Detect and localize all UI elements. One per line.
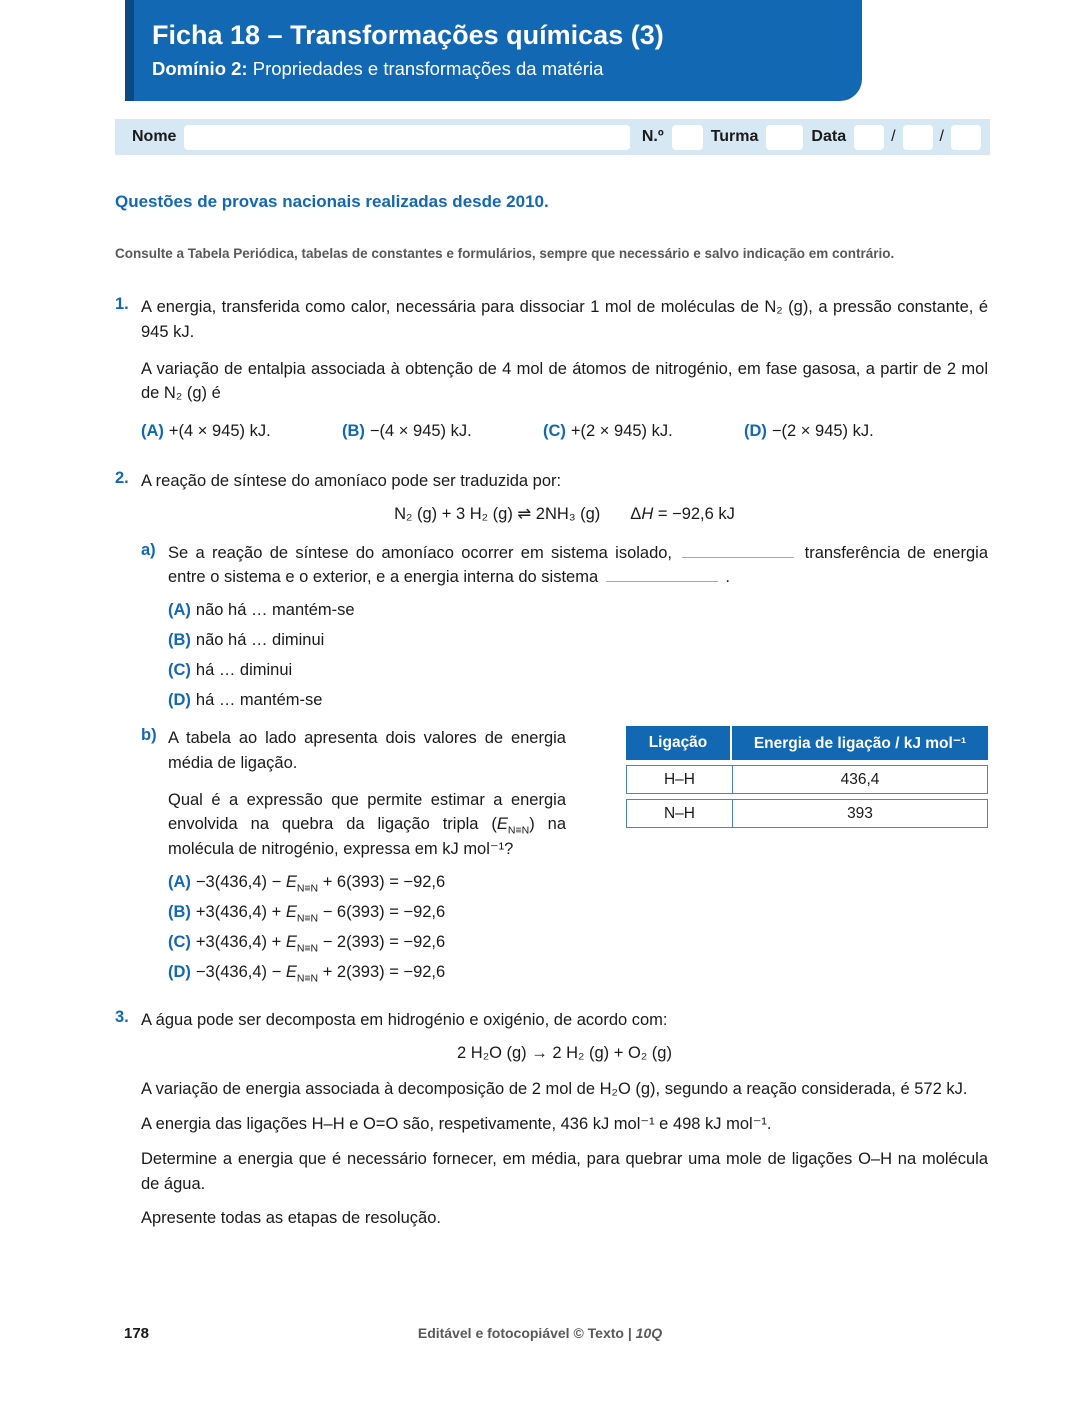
option-a	[141, 422, 342, 441]
header-accent-stripe	[125, 0, 134, 101]
question-2-number: 2.	[115, 469, 129, 487]
date-separator: /	[939, 128, 944, 145]
domain-text: Propriedades e transformações da matéria	[247, 58, 604, 79]
bond-energy-symbol: E	[285, 872, 297, 891]
date-month-input[interactable]	[903, 125, 933, 150]
page-number: 178	[124, 1325, 150, 1342]
option-c	[543, 422, 744, 441]
number-input[interactable]	[672, 125, 703, 150]
option-c	[168, 661, 988, 680]
worksheet-header	[125, 0, 862, 101]
credit-brand: 10Q	[635, 1325, 663, 1341]
question-2b-label: b)	[141, 726, 157, 744]
option-b	[168, 902, 988, 925]
option-label: (A)	[141, 422, 164, 440]
date-year-input[interactable]	[951, 125, 981, 150]
option-text: +(2 × 945) kJ.	[570, 422, 673, 440]
question-3-paragraph-4: Apresente todas as etapas de resolução.	[141, 1209, 441, 1228]
text-segment: transferência de energia entre o sistema e o exterior, e a energia interna do sistema	[168, 543, 988, 587]
option-d	[744, 422, 945, 441]
option-text: há … mantém-se	[195, 691, 323, 709]
question-3-intro: A água pode ser decomposta em hidrogénio e oxigénio, de acordo com:	[141, 1010, 668, 1029]
ammonia-equation	[141, 502, 988, 527]
option-label: (A)	[168, 872, 191, 891]
student-id-bar	[115, 119, 990, 155]
enthalpy-value	[630, 505, 735, 523]
question-2a-text	[168, 541, 988, 591]
option-a	[168, 601, 988, 620]
option-text: não há … mantém-se	[195, 601, 355, 619]
bond-subscript: N≡N	[296, 942, 319, 955]
question-3-paragraph-1: A variação de energia associada à decomposição de 2 mol de H₂O (g), segundo a reação considerada, é 572 kJ.	[141, 1080, 968, 1099]
worksheet-title: Ficha 18 – Transformações químicas (3)	[152, 20, 664, 50]
option-label: (D)	[168, 691, 191, 709]
text-segment: ) na molécula de nitrogénio, expressa em kJ mol⁻¹?	[168, 815, 566, 858]
energy-cell: 436,4	[840, 770, 880, 788]
question-2a-options	[168, 601, 988, 710]
option-c	[168, 932, 988, 955]
date-separator: /	[891, 128, 896, 145]
expression-segment: + 2(393) = −92,6	[318, 962, 446, 981]
question-2b-paragraph-2	[168, 788, 566, 862]
bond-subscript: N≡N	[296, 912, 319, 925]
bond-cell: N–H	[627, 800, 733, 827]
text-segment: Se a reação de síntese do amoníaco ocorrer em sistema isolado,	[168, 543, 673, 562]
bond-energy-symbol: E	[285, 962, 297, 981]
question-2-intro: A reação de síntese do amoníaco pode ser traduzida por:	[141, 472, 562, 490]
question-2a-label: a)	[141, 540, 156, 559]
bond-cell: H–H	[627, 766, 733, 793]
option-d	[168, 691, 988, 710]
option-d	[168, 962, 988, 985]
bond-subscript: N≡N	[296, 972, 319, 985]
page-footer	[0, 1325, 1080, 1341]
question-2	[115, 469, 988, 985]
question-1	[115, 295, 988, 441]
table-header-bond: Ligação	[626, 726, 732, 760]
bond-subscript: N≡N	[296, 882, 319, 895]
blank-line	[606, 568, 718, 582]
credit-text: Editável e fotocopiável © Texto |	[417, 1325, 636, 1341]
question-3-number: 3.	[115, 1007, 129, 1026]
option-label: (A)	[168, 601, 191, 619]
option-a	[168, 872, 988, 895]
option-label: (B)	[168, 631, 191, 649]
expression-segment: − 2(393) = −92,6	[318, 932, 446, 951]
expression-segment: + 6(393) = −92,6	[318, 872, 446, 891]
expression-segment: +3(436,4) +	[195, 902, 286, 921]
table-row	[626, 765, 988, 794]
expression-segment: −3(436,4) −	[195, 962, 286, 981]
date-label: Data	[811, 128, 847, 145]
text-segment: Qual é a expressão que permite estimar a energia envolvida na quebra da ligação tripla (	[168, 790, 566, 834]
class-input[interactable]	[766, 125, 803, 150]
date-day-input[interactable]	[854, 125, 884, 150]
expression-segment: +3(436,4) +	[195, 932, 286, 951]
option-b	[342, 422, 543, 441]
question-2b-paragraph-1: A tabela ao lado apresenta dois valores de energia média de ligação.	[168, 729, 566, 772]
question-2b	[141, 726, 988, 985]
option-text: −(2 × 945) kJ.	[771, 422, 874, 440]
delta-symbol: Δ	[630, 504, 642, 523]
text-segment: .	[725, 568, 730, 587]
section-heading: Questões de provas nacionais realizadas desde 2010.	[115, 192, 549, 211]
option-label: (B)	[168, 902, 191, 921]
bond-subscript: N≡N	[507, 824, 530, 837]
option-label: (C)	[543, 422, 566, 440]
footer-credit	[418, 1325, 662, 1341]
question-1-number: 1.	[115, 295, 129, 313]
option-text: há … diminui	[195, 661, 293, 679]
enthalpy-symbol: H	[641, 504, 654, 523]
option-text: não há … diminui	[195, 631, 325, 649]
worksheet-subtitle	[125, 51, 862, 80]
name-input[interactable]	[184, 125, 629, 150]
table-header-energy: Energia de ligação / kJ mol⁻¹	[753, 734, 967, 752]
question-1-options	[141, 422, 988, 441]
option-text: −(4 × 945) kJ.	[369, 422, 472, 440]
question-1-paragraph-2: A variação de entalpia associada à obtenção de 4 mol de átomos de nitrogénio, em fase gasosa, a partir de 2 mol de N₂ (g) é	[141, 359, 988, 403]
question-2a	[141, 541, 988, 711]
question-3-paragraph-2: A energia das ligações H–H e O=O são, respetivamente, 436 kJ mol⁻¹ e 498 kJ mol⁻¹.	[141, 1115, 772, 1133]
option-b	[168, 631, 988, 650]
bond-energy-symbol: E	[496, 815, 508, 834]
equation-formula: N₂ (g) + 3 H₂ (g) ⇌ 2NH₃ (g)	[394, 504, 601, 523]
table-header-row	[626, 726, 988, 760]
enthalpy-rest: = −92,6 kJ	[653, 504, 735, 523]
option-label: (C)	[168, 661, 191, 679]
number-label: N.º	[641, 128, 664, 145]
option-label: (D)	[744, 422, 767, 440]
blank-line	[682, 544, 794, 558]
option-label: (D)	[168, 962, 191, 981]
table-row	[626, 799, 988, 828]
question-3	[115, 1008, 988, 1231]
bond-energy-symbol: E	[285, 902, 297, 921]
expression-segment: −3(436,4) −	[195, 872, 286, 891]
option-text: +(4 × 945) kJ.	[168, 422, 271, 440]
question-2b-options	[168, 872, 988, 985]
bond-energy-table	[626, 726, 988, 828]
name-label: Nome	[132, 128, 177, 145]
question-3-paragraph-3: Determine a energia que é necessário fornecer, em média, para quebrar uma mole de ligações O–H na molécula de água.	[141, 1149, 988, 1193]
bond-energy-symbol: E	[285, 932, 297, 951]
energy-cell: 393	[847, 804, 873, 822]
domain-label: Domínio 2:	[152, 58, 248, 79]
class-label: Turma	[710, 128, 759, 145]
option-label: (B)	[342, 422, 365, 440]
option-label: (C)	[168, 932, 191, 951]
water-decomposition-equation: 2 H₂O (g) → 2 H₂ (g) + O₂ (g)	[457, 1043, 672, 1062]
question-1-paragraph-1: A energia, transferida como calor, necessária para dissociar 1 mol de moléculas de N₂ (g), a pressão constante, é 945 kJ.	[141, 298, 988, 341]
expression-segment: − 6(393) = −92,6	[318, 902, 446, 921]
instructions-note: Consulte a Tabela Periódica, tabelas de constantes e formulários, sempre que necessário e salvo indicação em contrário.	[115, 246, 895, 261]
